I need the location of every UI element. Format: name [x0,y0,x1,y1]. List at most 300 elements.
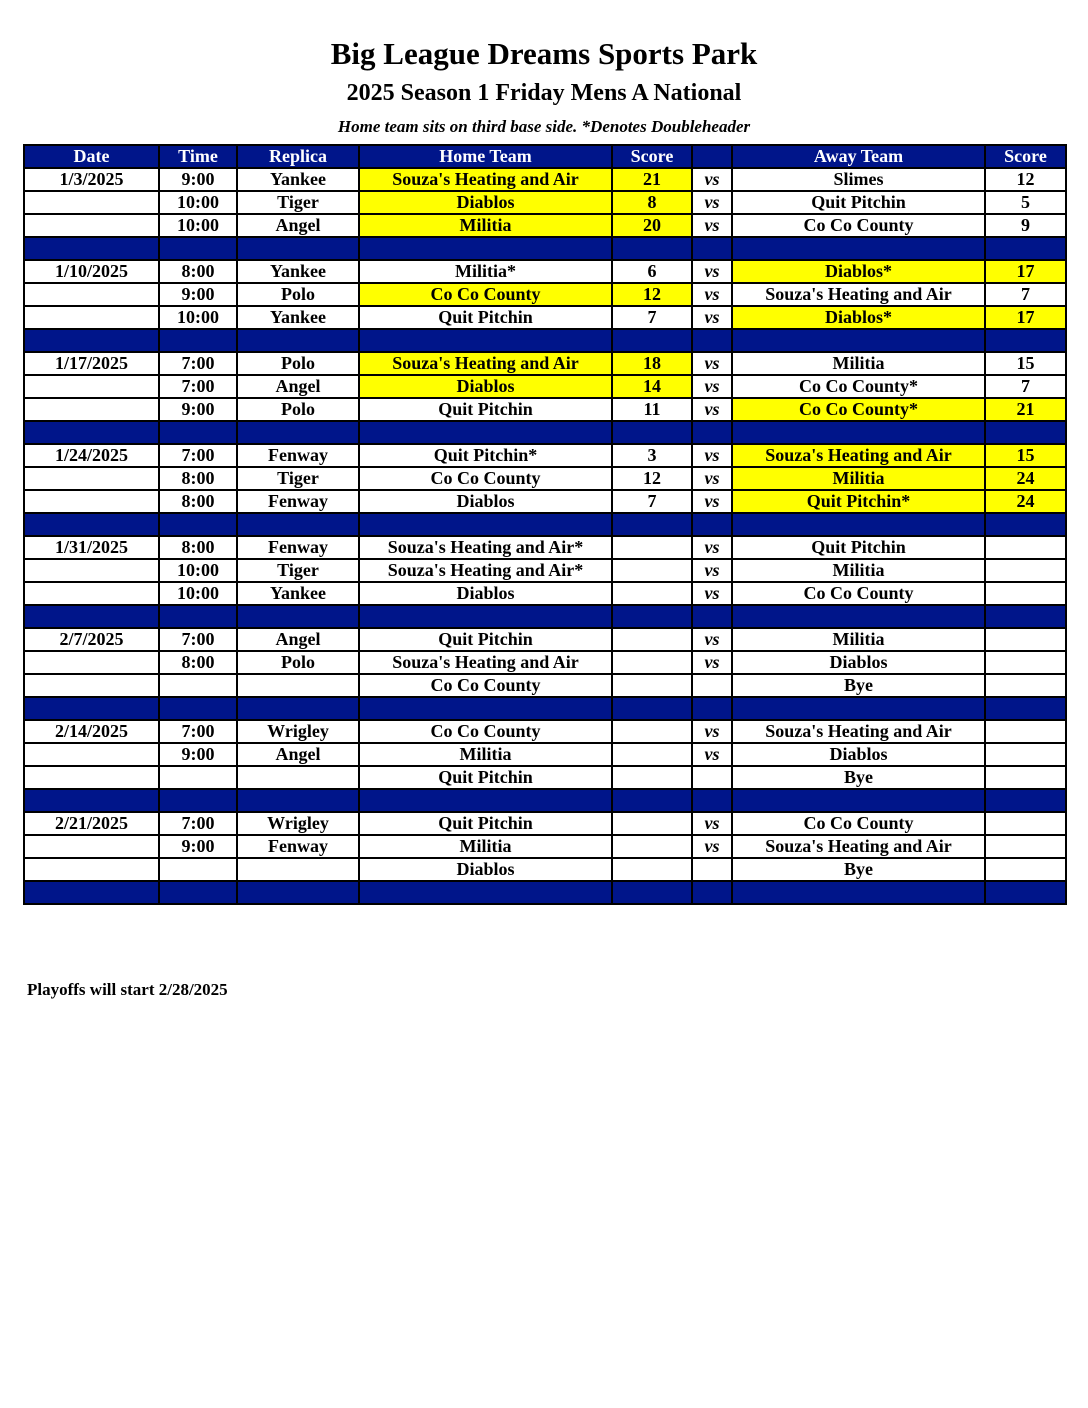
separator-cell [159,789,237,812]
separator-cell [359,329,612,352]
cell-away-team: Quit Pitchin [732,191,985,214]
separator-cell [985,237,1066,260]
cell-away-team: Diablos [732,651,985,674]
separator-cell [24,789,159,812]
cell-home-team: Souza's Heating and Air [359,651,612,674]
cell-home-team: Co Co County [359,467,612,490]
separator-cell [159,513,237,536]
cell-home-team: Militia [359,214,612,237]
cell-away-team: Quit Pitchin* [732,490,985,513]
cell-away-score: 21 [985,398,1066,421]
cell-date [24,398,159,421]
cell-away-team: Militia [732,628,985,651]
cell-vs: vs [692,743,732,766]
week-separator-row [24,513,1066,536]
cell-away-team: Slimes [732,168,985,191]
cell-time [159,674,237,697]
cell-away-team: Co Co County* [732,398,985,421]
cell-away-team: Diablos* [732,306,985,329]
cell-date [24,559,159,582]
separator-cell [985,697,1066,720]
cell-vs [692,766,732,789]
separator-cell [24,605,159,628]
cell-home-team: Souza's Heating and Air [359,352,612,375]
cell-away-team: Co Co County* [732,375,985,398]
cell-home-score [612,651,692,674]
cell-home-score [612,835,692,858]
cell-home-score: 8 [612,191,692,214]
cell-replica: Polo [237,283,359,306]
cell-home-score: 12 [612,467,692,490]
cell-vs: vs [692,260,732,283]
cell-date [24,766,159,789]
cell-home-team: Militia [359,743,612,766]
cell-away-team: Co Co County [732,582,985,605]
separator-cell [237,789,359,812]
separator-cell [24,881,159,904]
separator-cell [237,421,359,444]
separator-cell [612,789,692,812]
week-separator-row [24,329,1066,352]
cell-away-score: 15 [985,352,1066,375]
cell-replica: Tiger [237,467,359,490]
schedule-table [23,144,1067,905]
cell-date: 1/17/2025 [24,352,159,375]
separator-cell [732,421,985,444]
separator-cell [732,789,985,812]
header-row [24,145,1066,168]
cell-vs: vs [692,306,732,329]
separator-cell [732,881,985,904]
cell-replica: Yankee [237,168,359,191]
separator-cell [24,329,159,352]
table-row [24,283,1066,306]
table-row [24,191,1066,214]
cell-vs: vs [692,352,732,375]
separator-cell [692,421,732,444]
cell-vs: vs [692,582,732,605]
separator-cell [985,421,1066,444]
cell-vs: vs [692,283,732,306]
cell-time [159,858,237,881]
cell-vs: vs [692,720,732,743]
cell-home-team: Co Co County [359,283,612,306]
cell-replica: Fenway [237,444,359,467]
separator-cell [359,789,612,812]
cell-replica: Angel [237,743,359,766]
separator-cell [692,513,732,536]
cell-away-team: Co Co County [732,214,985,237]
cell-away-score: 5 [985,191,1066,214]
cell-home-team: Souza's Heating and Air* [359,559,612,582]
cell-home-score [612,766,692,789]
cell-home-score: 21 [612,168,692,191]
cell-date [24,490,159,513]
table-row [24,398,1066,421]
cell-replica [237,858,359,881]
cell-time: 8:00 [159,260,237,283]
table-row [24,812,1066,835]
separator-cell [24,513,159,536]
cell-date [24,674,159,697]
separator-cell [985,329,1066,352]
cell-time: 8:00 [159,651,237,674]
cell-home-score: 20 [612,214,692,237]
separator-cell [159,881,237,904]
week-separator-row [24,697,1066,720]
separator-cell [159,329,237,352]
cell-away-score [985,858,1066,881]
separator-cell [359,697,612,720]
cell-time: 10:00 [159,306,237,329]
cell-away-score [985,628,1066,651]
cell-away-score: 7 [985,375,1066,398]
cell-home-team: Diablos [359,191,612,214]
cell-time: 9:00 [159,283,237,306]
cell-date: 1/10/2025 [24,260,159,283]
cell-date [24,306,159,329]
col-header-replica: Replica [237,145,359,168]
cell-home-score [612,858,692,881]
table-row [24,674,1066,697]
page-subtitle: 2025 Season 1 Friday Mens A National [346,80,742,106]
cell-home-team: Co Co County [359,720,612,743]
cell-away-score [985,651,1066,674]
cell-vs: vs [692,375,732,398]
cell-vs: vs [692,835,732,858]
cell-away-team: Bye [732,766,985,789]
cell-away-score [985,720,1066,743]
cell-home-team: Diablos [359,490,612,513]
cell-time: 7:00 [159,352,237,375]
cell-date [24,214,159,237]
cell-vs: vs [692,168,732,191]
separator-cell [985,513,1066,536]
cell-away-team: Militia [732,467,985,490]
separator-cell [732,329,985,352]
cell-replica: Fenway [237,536,359,559]
cell-away-team: Bye [732,674,985,697]
week-separator-row [24,605,1066,628]
table-row [24,559,1066,582]
week-separator-row [24,881,1066,904]
cell-away-score [985,536,1066,559]
cell-vs: vs [692,214,732,237]
table-row [24,858,1066,881]
table-row [24,743,1066,766]
table-row [24,375,1066,398]
cell-vs [692,674,732,697]
table-row [24,306,1066,329]
cell-vs: vs [692,536,732,559]
table-row [24,168,1066,191]
cell-home-team: Souza's Heating and Air* [359,536,612,559]
schedule-body [24,168,1066,904]
cell-time: 9:00 [159,168,237,191]
cell-home-score: 11 [612,398,692,421]
separator-cell [692,605,732,628]
table-row [24,490,1066,513]
col-header-home-score: Score [612,145,692,168]
separator-cell [359,605,612,628]
week-separator-row [24,789,1066,812]
cell-away-score: 24 [985,467,1066,490]
cell-time: 9:00 [159,743,237,766]
cell-time [159,766,237,789]
week-separator-row [24,237,1066,260]
separator-cell [159,605,237,628]
cell-away-team: Militia [732,352,985,375]
cell-replica: Fenway [237,490,359,513]
cell-vs: vs [692,490,732,513]
separator-cell [237,881,359,904]
cell-home-team: Militia [359,835,612,858]
table-row [24,651,1066,674]
cell-replica: Polo [237,352,359,375]
cell-away-team: Souza's Heating and Air [732,835,985,858]
cell-vs: vs [692,628,732,651]
separator-cell [359,237,612,260]
cell-vs: vs [692,191,732,214]
cell-away-score: 9 [985,214,1066,237]
table-row [24,628,1066,651]
separator-cell [985,605,1066,628]
cell-date: 1/31/2025 [24,536,159,559]
cell-time: 8:00 [159,490,237,513]
cell-away-team: Souza's Heating and Air [732,444,985,467]
separator-cell [732,697,985,720]
table-row [24,214,1066,237]
table-row [24,260,1066,283]
separator-cell [237,237,359,260]
col-header-date: Date [24,145,159,168]
table-row [24,582,1066,605]
cell-home-team: Quit Pitchin [359,812,612,835]
cell-replica: Polo [237,651,359,674]
table-row [24,835,1066,858]
cell-home-score [612,582,692,605]
separator-cell [612,421,692,444]
cell-home-score: 14 [612,375,692,398]
separator-cell [237,697,359,720]
cell-away-team: Diablos [732,743,985,766]
cell-vs: vs [692,559,732,582]
cell-replica: Polo [237,398,359,421]
cell-time: 7:00 [159,628,237,651]
week-separator-row [24,421,1066,444]
cell-replica: Angel [237,628,359,651]
cell-home-team: Diablos [359,858,612,881]
cell-away-score [985,812,1066,835]
cell-home-team: Quit Pitchin [359,398,612,421]
cell-replica: Yankee [237,582,359,605]
table-row [24,536,1066,559]
cell-away-score: 15 [985,444,1066,467]
separator-cell [237,605,359,628]
separator-cell [985,881,1066,904]
cell-vs: vs [692,398,732,421]
table-row [24,467,1066,490]
separator-cell [732,605,985,628]
cell-replica: Wrigley [237,812,359,835]
cell-vs: vs [692,467,732,490]
separator-cell [612,329,692,352]
cell-home-team: Quit Pitchin [359,306,612,329]
cell-vs: vs [692,444,732,467]
cell-replica: Angel [237,214,359,237]
cell-home-score [612,743,692,766]
schedule-note: Home team sits on third base side. *Denotes Doubleheader [337,117,751,136]
separator-cell [159,421,237,444]
separator-cell [612,605,692,628]
cell-date [24,375,159,398]
separator-cell [612,237,692,260]
cell-away-score: 17 [985,306,1066,329]
separator-cell [237,329,359,352]
cell-home-score: 12 [612,283,692,306]
cell-date: 2/7/2025 [24,628,159,651]
cell-vs [692,858,732,881]
separator-cell [692,237,732,260]
cell-home-score [612,674,692,697]
cell-home-team: Souza's Heating and Air [359,168,612,191]
cell-away-score [985,559,1066,582]
cell-time: 7:00 [159,812,237,835]
cell-away-team: Souza's Heating and Air [732,720,985,743]
cell-time: 10:00 [159,191,237,214]
separator-cell [692,881,732,904]
cell-replica: Yankee [237,306,359,329]
cell-home-score [612,812,692,835]
cell-away-team: Quit Pitchin [732,536,985,559]
separator-cell [692,329,732,352]
separator-cell [24,237,159,260]
cell-home-score [612,628,692,651]
table-row [24,444,1066,467]
cell-date [24,191,159,214]
table-row [24,352,1066,375]
cell-home-team: Quit Pitchin* [359,444,612,467]
separator-cell [612,513,692,536]
separator-cell [732,237,985,260]
cell-time: 7:00 [159,375,237,398]
cell-time: 8:00 [159,536,237,559]
cell-replica: Tiger [237,559,359,582]
col-header-home-team: Home Team [359,145,612,168]
cell-vs: vs [692,651,732,674]
separator-cell [159,697,237,720]
cell-home-score: 3 [612,444,692,467]
cell-away-team: Souza's Heating and Air [732,283,985,306]
cell-away-score [985,766,1066,789]
cell-replica: Fenway [237,835,359,858]
cell-date [24,858,159,881]
cell-home-score: 7 [612,490,692,513]
cell-away-score: 7 [985,283,1066,306]
separator-cell [359,513,612,536]
cell-away-score [985,582,1066,605]
col-header-time: Time [159,145,237,168]
cell-home-score [612,559,692,582]
table-row [24,766,1066,789]
col-header-away-team: Away Team [732,145,985,168]
cell-date [24,467,159,490]
cell-replica: Yankee [237,260,359,283]
cell-replica: Angel [237,375,359,398]
separator-cell [985,789,1066,812]
cell-replica: Wrigley [237,720,359,743]
playoffs-note: Playoffs will start 2/28/2025 [27,980,228,999]
cell-home-team: Quit Pitchin [359,628,612,651]
cell-date [24,651,159,674]
cell-date: 2/14/2025 [24,720,159,743]
cell-time: 10:00 [159,559,237,582]
cell-date [24,582,159,605]
cell-vs: vs [692,812,732,835]
cell-date: 1/3/2025 [24,168,159,191]
cell-time: 10:00 [159,582,237,605]
separator-cell [24,421,159,444]
cell-away-score: 12 [985,168,1066,191]
cell-time: 10:00 [159,214,237,237]
cell-away-score: 17 [985,260,1066,283]
cell-time: 8:00 [159,467,237,490]
cell-away-team: Bye [732,858,985,881]
separator-cell [612,881,692,904]
cell-away-team: Militia [732,559,985,582]
cell-away-team: Diablos* [732,260,985,283]
cell-home-team: Militia* [359,260,612,283]
cell-replica [237,674,359,697]
cell-away-score: 24 [985,490,1066,513]
cell-home-team: Quit Pitchin [359,766,612,789]
separator-cell [732,513,985,536]
col-header-vs [692,145,732,168]
page-title: Big League Dreams Sports Park [330,36,758,71]
cell-away-score [985,835,1066,858]
cell-date [24,743,159,766]
cell-away-team: Co Co County [732,812,985,835]
cell-home-score [612,720,692,743]
cell-date [24,835,159,858]
cell-home-score: 6 [612,260,692,283]
col-header-away-score: Score [985,145,1066,168]
cell-replica [237,766,359,789]
cell-date: 1/24/2025 [24,444,159,467]
cell-away-score [985,743,1066,766]
cell-date: 2/21/2025 [24,812,159,835]
separator-cell [612,697,692,720]
cell-home-team: Diablos [359,375,612,398]
cell-time: 9:00 [159,835,237,858]
cell-time: 9:00 [159,398,237,421]
cell-home-score: 18 [612,352,692,375]
cell-away-score [985,674,1066,697]
separator-cell [237,513,359,536]
table-row [24,720,1066,743]
cell-home-score: 7 [612,306,692,329]
separator-cell [24,697,159,720]
cell-home-score [612,536,692,559]
separator-cell [159,237,237,260]
cell-time: 7:00 [159,444,237,467]
cell-date [24,283,159,306]
separator-cell [359,421,612,444]
separator-cell [359,881,612,904]
cell-time: 7:00 [159,720,237,743]
cell-replica: Tiger [237,191,359,214]
cell-home-team: Co Co County [359,674,612,697]
